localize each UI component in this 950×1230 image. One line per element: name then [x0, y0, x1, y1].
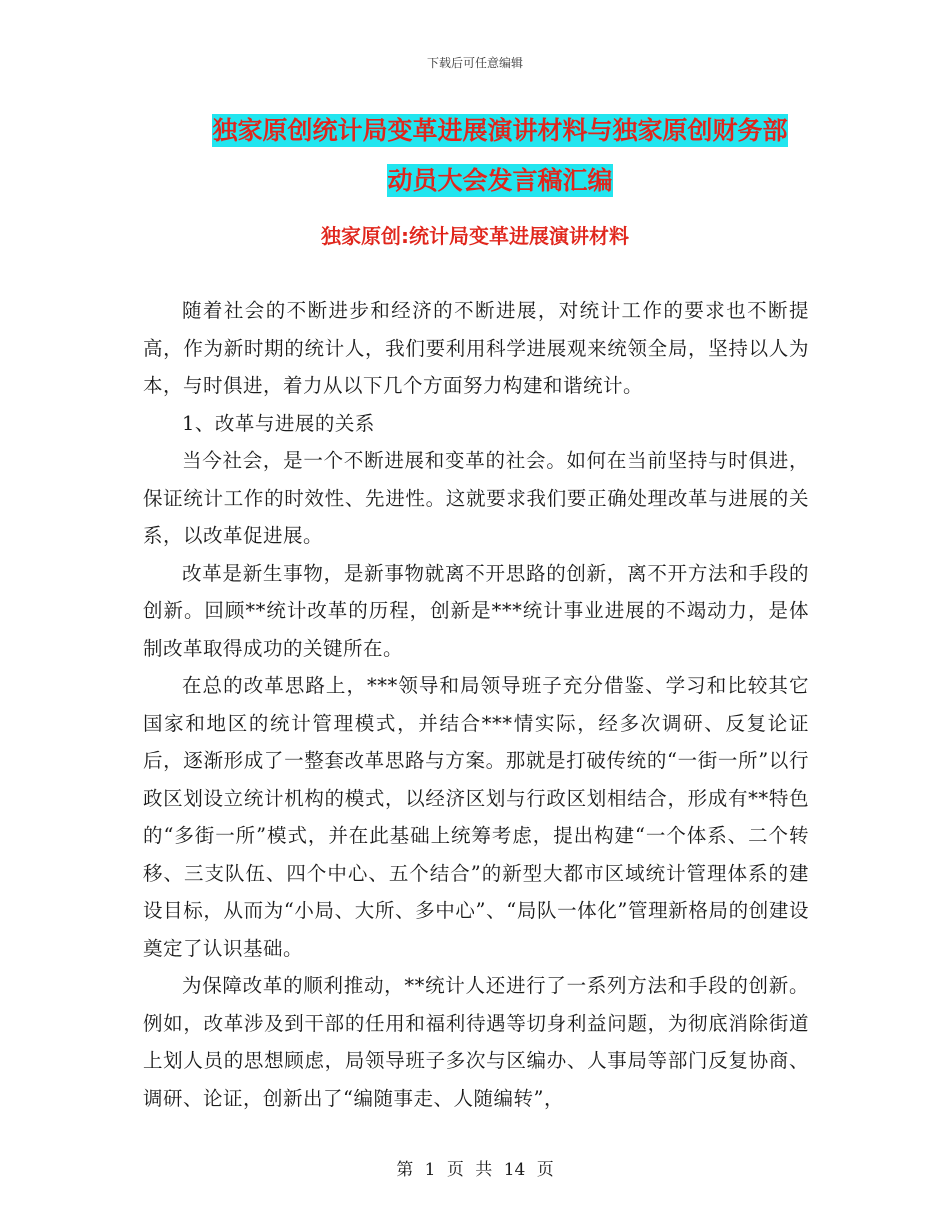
paragraph: 改革是新生事物，是新事物就离不开思路的创新，离不开方法和手段的创新。回顾**统计改革的历程，创新是***统计事业进展的不竭动力，是体制改革取得成功的关键所在。: [143, 561, 809, 660]
paragraph: 为保障改革的顺利推动，**统计人还进行了一系列方法和手段的创新。例如，改革涉及到干部的任用和福利待遇等切身利益问题，为彻底消除街道上划人员的思想顾虑，局领导班子多次与区编办、人事局等部门反复协商、调研、论证，创新出了“编随事走、人随编转”，: [143, 974, 809, 1110]
title-highlight-1: 独家原创统计局变革进展演讲材料与独家原创财务部: [212, 116, 788, 145]
title-highlight-2: 动员大会发言稿汇编: [387, 166, 613, 195]
header-note: 下载后可任意编辑: [426, 56, 523, 70]
paragraph: 在总的改革思路上，***领导和局领导班子充分借鉴、学习和比较其它国家和地区的统计管理模式，并结合***情实际，经多次调研、反复论证后，逐渐形成了一整套改革思路与方案。那就是打破传统的“一街一所”以行政区划设立统计机构的模式，以经济区划与行政区划相结合，形成有**特色的“多街一所”模式，并在此基础上统筹考虑，提出构建“一个体系、二个转移、三支队伍、四个中心、五个结合”的新型大都市区域统计管理体系的建设目标，从而为“小局、大所、多中心”、“局队一体化”管理新格局的创建设奠定了认识基础。: [143, 674, 809, 960]
document-title: [150, 106, 850, 206]
document-title-line-2: [150, 156, 850, 206]
section-title: 独家原创:统计局变革进展演讲材料: [321, 224, 629, 248]
page-number-footer: 第 1 页 共 14 页: [396, 1160, 554, 1180]
paragraph: 随着社会的不断进步和经济的不断进展，对统计工作的要求也不断提高，作为新时期的统计人，我们要利用科学进展观来统领全局，坚持以人为本，与时俱进，着力从以下几个方面努力构建和谐统计。: [143, 299, 809, 397]
paragraph-heading: 1、改革与进展的关系: [182, 411, 375, 435]
document-title-line-1: [150, 106, 850, 156]
body-text: [143, 292, 809, 1117]
paragraph: 当今社会，是一个不断进展和变革的社会。如何在当前坚持与时俱进，保证统计工作的时效性、先进性。这就要求我们要正确处理改革与进展的关系，以改革促进展。: [143, 449, 809, 547]
